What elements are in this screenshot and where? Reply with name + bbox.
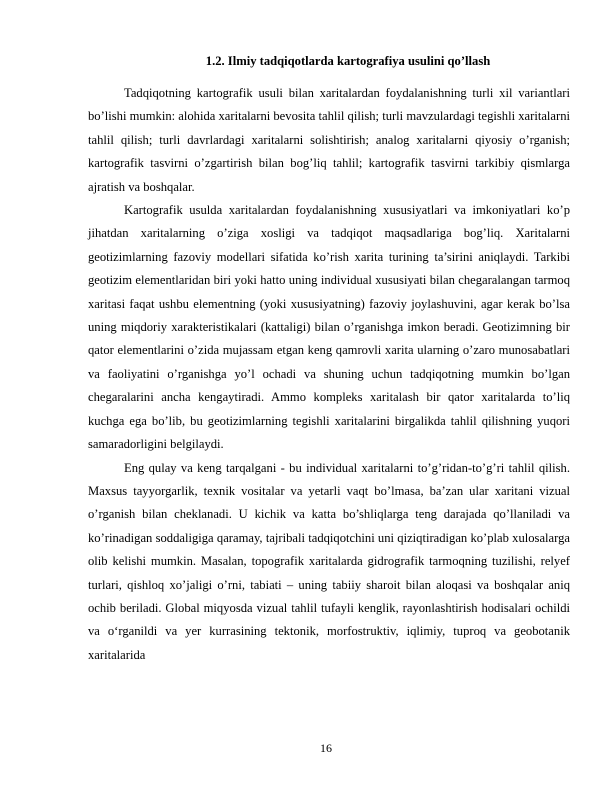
paragraph: Eng qulay va keng tarqalgani - bu individual xaritalarni to’g’ridan-to’g’ri tahlil qilish. Maxsus tayyorgarlik, texnik vositalar va yetarli vaqt bo’lmasa, ba’zan ular xaritani vizual o’rganish bilan cheklanadi. U kichik va katta bo’shliqlarga teng darajada qo’llaniladi va ko’rinadigan soddaligiga qaramay, tajribali tadqiqotchini uni qiziqtiradigan ko’plab xulosalarga olib kelishi mumkin. Masalan, topografik xaritalarda gidrografik tarmoqning tuzilishi, relyef turlari, qishloq xo’jaligi o’rni, tabiati – uning tabiiy sharoit bilan aloqasi va boshqalar aniq ochib beriladi. Global miqyosda vizual tahlil tufayli kenglik, rayonlashtirish hodisalari ochildi va o‘rganildi va yer kurrasining tektonik, morfostruktiv, iqlimiy, tuproq va geobotanik xaritalarida bbox=[88, 460, 570, 662]
document-page bbox=[88, 52, 570, 667]
section-heading: 1.2. Ilmiy tadqiqotlarda kartografiya usulini qo’llash bbox=[205, 54, 491, 68]
paragraph: Kartografik usulda xaritalardan foydalanishning xususiyatlari va imkoniyatlari ko’p jihatdan xaritalarning o’ziga xosligi va tadqiqot maqsadlariga bog’liq. Xaritalarni geotizimlarning fazoviy modellari sifatida ko’rish xarita turining ta’sirini aniqlaydi. Tarkibi geotizim elementlaridan biri yoki hatto uning individual xususiyati bilan chegaralangan tarmoq xaritasi faqat ushbu elementning (yoki xususiyatning) fazoviy joylashuvini, agar kerak bo’lsa uning miqdoriy xarakteristikalari (kattaligi) bilan o’rganishga imkon beradi. Geotizimning bir qator elementlarini o’zida mujassam etgan keng qamrovli xarita ularning o’zaro munosabatlari va faoliyatini o’rganishga yo’l ochadi va shuning uchun tadqiqotning mumkin bo’lgan chegaralarini ancha kengaytiradi. Ammo kompleks xaritalash bir qator xaritalarda to’liq kuchga ega bo’lib, bu geotizimlarning tegishli xaritalarini birgalikda tahlil qilishning yuqori samaradorligini belgilaydi. bbox=[88, 203, 570, 452]
page-number: 16 bbox=[320, 741, 332, 755]
paragraph: Tadqiqotning kartografik usuli bilan xaritalardan foydalanishning turli xil variantlari bo’lishi mumkin: alohida xaritalarni bevosita tahlil qilish; turli mavzulardagi tegishli xaritalarni tahlil qilish; turli davrlardagi xaritalarni solishtirish; analog xaritalarni qiyosiy o’rganish; kartografik tasvirni o’zgartirish bilan bog’liq tahlil; kartografik tasvirni tarkibiy qismlarga ajratish va boshqalar. bbox=[88, 86, 570, 194]
